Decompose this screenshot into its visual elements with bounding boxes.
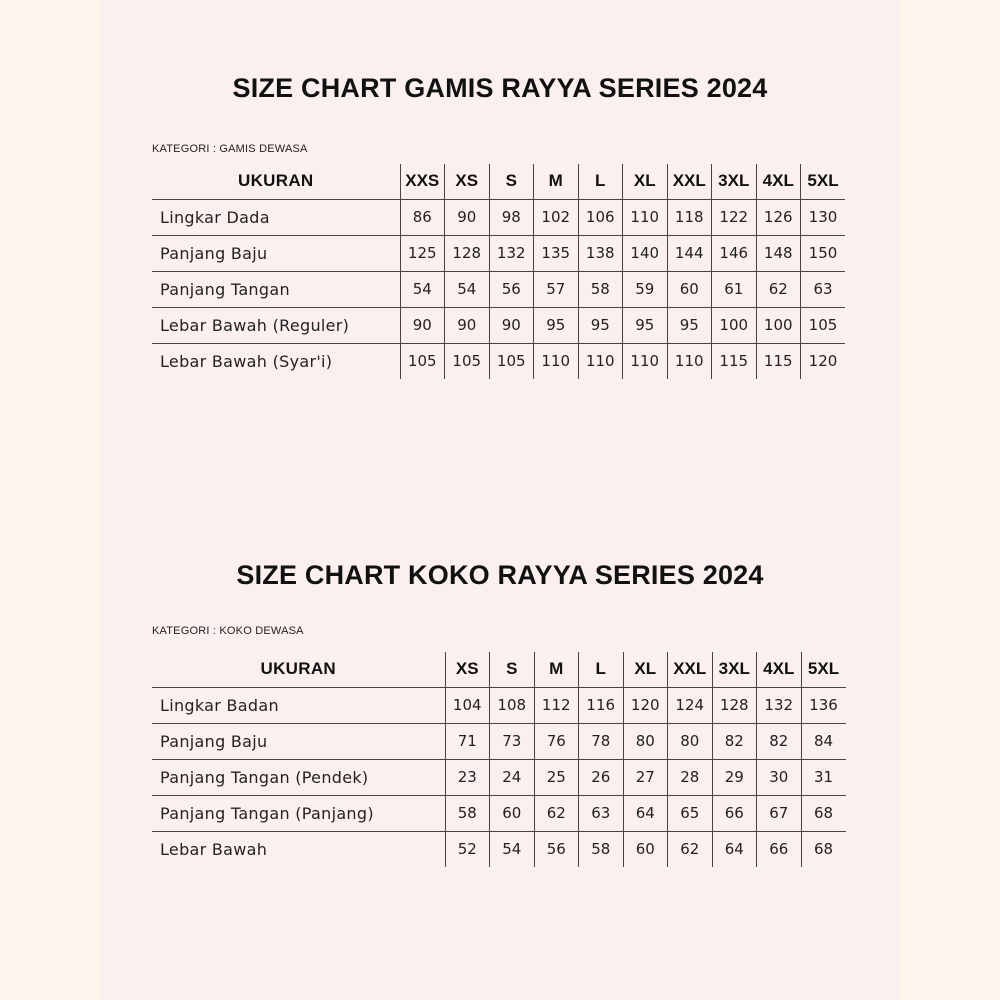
table-cell: 25 — [534, 759, 579, 795]
table-cell: 54 — [400, 271, 445, 307]
row-label: Lebar Bawah — [152, 831, 445, 867]
table-cell: 86 — [400, 199, 445, 235]
table-cell: 126 — [756, 199, 801, 235]
table-cell: 130 — [801, 199, 846, 235]
table-header-row — [152, 164, 845, 199]
size-header: XXL — [668, 652, 713, 687]
table-row — [152, 795, 846, 831]
size-header: XL — [623, 652, 668, 687]
table-cell: 150 — [801, 235, 846, 271]
table-cell: 66 — [757, 831, 802, 867]
table-row — [152, 759, 846, 795]
table-cell: 105 — [489, 343, 534, 379]
table-cell: 110 — [623, 343, 668, 379]
koko-category: KATEGORI : KOKO DEWASA — [152, 625, 304, 637]
table-cell: 105 — [445, 343, 490, 379]
row-label: Lingkar Dada — [152, 199, 400, 235]
table-cell: 60 — [623, 831, 668, 867]
size-header: 4XL — [756, 164, 801, 199]
size-header: L — [578, 164, 623, 199]
table-cell: 98 — [489, 199, 534, 235]
table-cell: 120 — [623, 687, 668, 723]
table-cell: 125 — [400, 235, 445, 271]
row-label: Panjang Tangan — [152, 271, 400, 307]
table-cell: 56 — [489, 271, 534, 307]
table-cell: 62 — [534, 795, 579, 831]
table-cell: 31 — [801, 759, 846, 795]
table-cell: 80 — [623, 723, 668, 759]
table-cell: 115 — [712, 343, 757, 379]
table-cell: 78 — [579, 723, 624, 759]
size-header: M — [534, 164, 579, 199]
row-label: Panjang Baju — [152, 723, 445, 759]
table-cell: 95 — [667, 307, 712, 343]
table-row — [152, 235, 845, 271]
size-header: 4XL — [757, 652, 802, 687]
table-cell: 104 — [445, 687, 490, 723]
table-cell: 106 — [578, 199, 623, 235]
table-cell: 108 — [490, 687, 535, 723]
table-cell: 95 — [578, 307, 623, 343]
table-cell: 80 — [668, 723, 713, 759]
size-header: L — [579, 652, 624, 687]
table-cell: 61 — [712, 271, 757, 307]
table-cell: 136 — [801, 687, 846, 723]
table-cell: 24 — [490, 759, 535, 795]
table-row — [152, 831, 846, 867]
table-cell: 115 — [756, 343, 801, 379]
table-header-row — [152, 652, 846, 687]
table-cell: 54 — [445, 271, 490, 307]
table-cell: 82 — [757, 723, 802, 759]
table-cell: 100 — [712, 307, 757, 343]
size-header: M — [534, 652, 579, 687]
size-header: S — [489, 164, 534, 199]
table-cell: 105 — [801, 307, 846, 343]
table-cell: 52 — [445, 831, 490, 867]
table-cell: 68 — [801, 795, 846, 831]
size-header: 3XL — [712, 652, 757, 687]
table-cell: 30 — [757, 759, 802, 795]
gamis-category: KATEGORI : GAMIS DEWASA — [152, 143, 308, 155]
table-cell: 102 — [534, 199, 579, 235]
table-cell: 62 — [756, 271, 801, 307]
table-cell: 54 — [490, 831, 535, 867]
koko-size-table — [152, 652, 846, 867]
table-cell: 57 — [534, 271, 579, 307]
table-cell: 71 — [445, 723, 490, 759]
row-label: Lebar Bawah (Reguler) — [152, 307, 400, 343]
table-cell: 64 — [712, 831, 757, 867]
size-header: XS — [445, 164, 490, 199]
size-header: 3XL — [712, 164, 757, 199]
table-cell: 128 — [445, 235, 490, 271]
size-header: XS — [445, 652, 490, 687]
table-cell: 95 — [623, 307, 668, 343]
table-cell: 60 — [490, 795, 535, 831]
table-cell: 58 — [578, 271, 623, 307]
row-label: Lebar Bawah (Syar'i) — [152, 343, 400, 379]
table-cell: 132 — [489, 235, 534, 271]
table-cell: 65 — [668, 795, 713, 831]
size-chart-sheet — [100, 0, 900, 1000]
table-cell: 148 — [756, 235, 801, 271]
table-cell: 132 — [757, 687, 802, 723]
table-row — [152, 307, 845, 343]
table-cell: 120 — [801, 343, 846, 379]
table-row — [152, 687, 846, 723]
table-cell: 58 — [445, 795, 490, 831]
table-cell: 62 — [668, 831, 713, 867]
table-cell: 27 — [623, 759, 668, 795]
gamis-title: SIZE CHART GAMIS RAYYA SERIES 2024 — [232, 73, 768, 103]
table-cell: 23 — [445, 759, 490, 795]
table-cell: 138 — [578, 235, 623, 271]
row-label: Panjang Tangan (Panjang) — [152, 795, 445, 831]
table-cell: 110 — [623, 199, 668, 235]
table-row — [152, 343, 845, 379]
table-cell: 26 — [579, 759, 624, 795]
table-cell: 82 — [712, 723, 757, 759]
table-cell: 146 — [712, 235, 757, 271]
table-cell: 122 — [712, 199, 757, 235]
table-cell: 73 — [490, 723, 535, 759]
table-cell: 90 — [489, 307, 534, 343]
table-cell: 67 — [757, 795, 802, 831]
table-cell: 112 — [534, 687, 579, 723]
row-label: Panjang Tangan (Pendek) — [152, 759, 445, 795]
table-cell: 100 — [756, 307, 801, 343]
header-label: UKURAN — [238, 171, 314, 191]
table-cell: 105 — [400, 343, 445, 379]
table-cell: 90 — [445, 307, 490, 343]
table-cell: 116 — [579, 687, 624, 723]
size-header: 5XL — [801, 164, 846, 199]
table-cell: 84 — [801, 723, 846, 759]
table-cell: 144 — [667, 235, 712, 271]
table-cell: 29 — [712, 759, 757, 795]
table-cell: 76 — [534, 723, 579, 759]
size-header: XXS — [400, 164, 445, 199]
table-cell: 28 — [668, 759, 713, 795]
size-header: 5XL — [801, 652, 846, 687]
table-cell: 110 — [534, 343, 579, 379]
size-header: XXL — [667, 164, 712, 199]
koko-title: SIZE CHART KOKO RAYYA SERIES 2024 — [236, 560, 764, 590]
table-cell: 58 — [579, 831, 624, 867]
table-row — [152, 723, 846, 759]
size-header: XL — [623, 164, 668, 199]
table-row — [152, 271, 845, 307]
table-row — [152, 199, 845, 235]
table-cell: 64 — [623, 795, 668, 831]
table-cell: 90 — [445, 199, 490, 235]
table-cell: 118 — [667, 199, 712, 235]
table-cell: 124 — [668, 687, 713, 723]
size-header: S — [490, 652, 535, 687]
table-cell: 56 — [534, 831, 579, 867]
table-cell: 63 — [801, 271, 846, 307]
table-cell: 135 — [534, 235, 579, 271]
table-cell: 68 — [801, 831, 846, 867]
row-label: Panjang Baju — [152, 235, 400, 271]
table-cell: 110 — [578, 343, 623, 379]
table-cell: 90 — [400, 307, 445, 343]
table-cell: 128 — [712, 687, 757, 723]
row-label: Lingkar Badan — [152, 687, 445, 723]
table-cell: 60 — [667, 271, 712, 307]
gamis-size-table — [152, 164, 845, 379]
table-cell: 110 — [667, 343, 712, 379]
header-label: UKURAN — [260, 659, 336, 679]
table-cell: 63 — [579, 795, 624, 831]
table-cell: 66 — [712, 795, 757, 831]
table-cell: 140 — [623, 235, 668, 271]
table-cell: 59 — [623, 271, 668, 307]
table-cell: 95 — [534, 307, 579, 343]
